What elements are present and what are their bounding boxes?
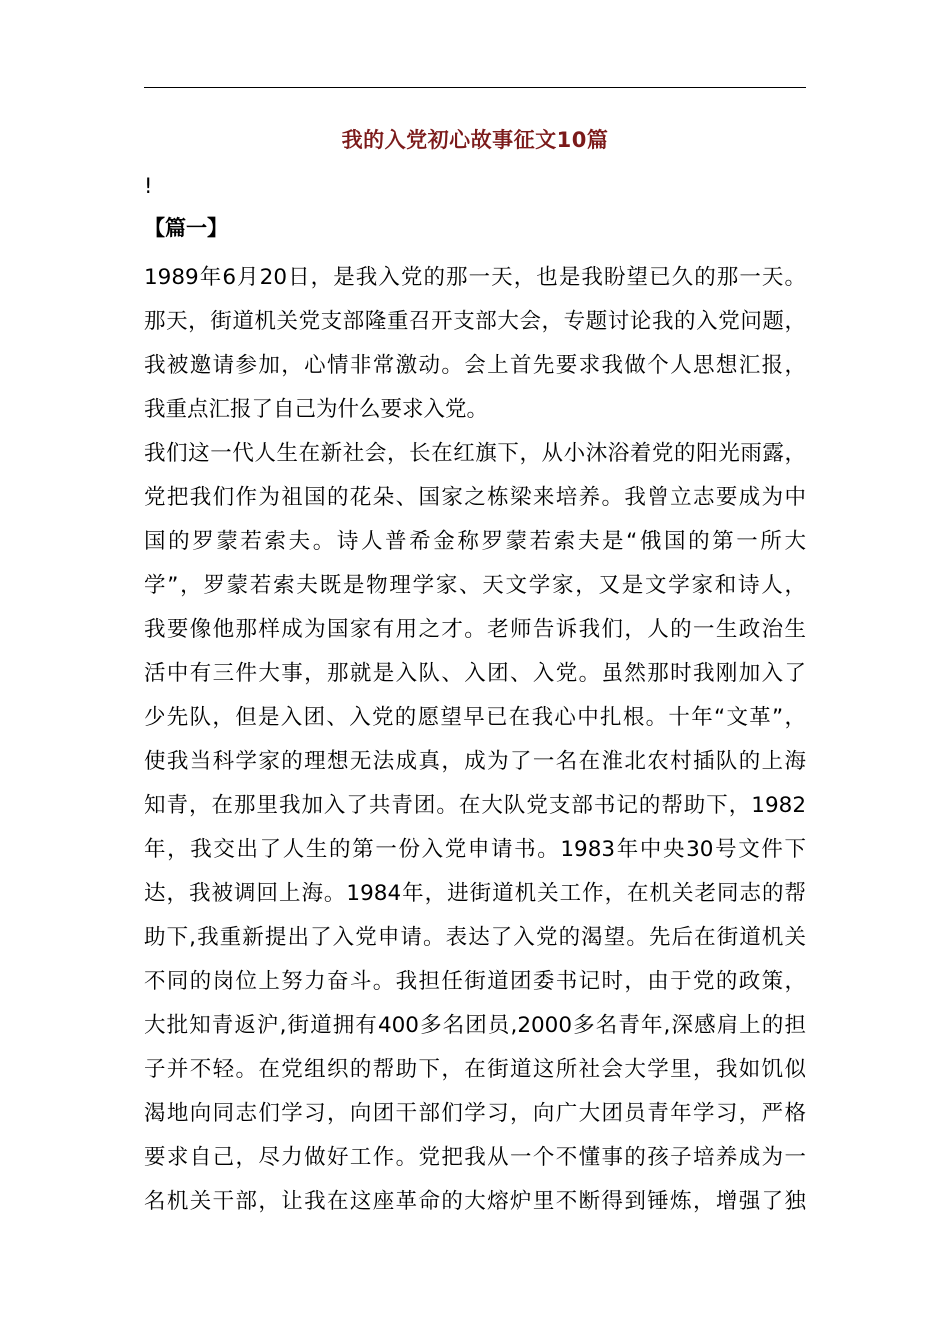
text-line: 知青，在那里我加入了共青团。在大队党支部书记的帮助下，1982 — [144, 793, 806, 818]
text-line: 大批知青返沪,街道拥有400多名团员,2000多名青年,深感肩上的担 — [144, 1013, 806, 1038]
text-line: 活中有三件大事，那就是入队、入团、入党。虽然那时我刚加入了 — [144, 661, 806, 686]
text-line: 少先队，但是入团、入党的愿望早已在我心中扎根。十年“文革”， — [144, 705, 806, 730]
section-label: 【篇一】 — [144, 216, 228, 240]
text-line: 助下,我重新提出了入党申请。表达了入党的渴望。先后在街道机关 — [144, 925, 806, 950]
text-line: 党把我们作为祖国的花朵、国家之栋梁来培养。我曾立志要成为中 — [144, 485, 806, 510]
header-rule — [144, 87, 806, 88]
text-line: 不同的岗位上努力奋斗。我担任街道团委书记时，由于党的政策， — [144, 969, 806, 994]
text-line: 国的罗蒙若索夫。诗人普希金称罗蒙若索夫是“俄国的第一所大 — [144, 529, 806, 554]
text-line: 要求自己，尽力做好工作。党把我从一个不懂事的孩子培养成为一 — [144, 1145, 806, 1170]
exclamation-mark: ! — [144, 174, 153, 198]
text-line: 我们这一代人生在新社会，长在红旗下，从小沐浴着党的阳光雨露， — [144, 441, 806, 466]
text-line: 渴地向同志们学习，向团干部们学习，向广大团员青年学习，严格 — [144, 1101, 806, 1126]
text-line: 学”，罗蒙若索夫既是物理学家、天文学家，又是文学家和诗人， — [144, 573, 806, 598]
text-line: 我重点汇报了自己为什么要求入党。 — [144, 397, 489, 422]
body-text — [144, 256, 806, 1224]
text-line: 达，我被调回上海。1984年，进街道机关工作，在机关老同志的帮 — [144, 881, 806, 906]
text-line: 我被邀请参加，心情非常激动。会上首先要求我做个人思想汇报， — [144, 353, 806, 378]
text-line: 我要像他那样成为国家有用之才。老师告诉我们，人的一生政治生 — [144, 617, 806, 642]
text-line: 1989年6月20日，是我入党的那一天，也是我盼望已久的那一天。 — [144, 265, 806, 290]
text-line: 使我当科学家的理想无法成真，成为了一名在淮北农村插队的上海 — [144, 749, 806, 774]
text-line: 年，我交出了人生的第一份入党申请书。1983年中央30号文件下 — [144, 837, 806, 862]
document-title: 我的入党初心故事征文10篇 — [341, 128, 609, 152]
text-line: 名机关干部，让我在这座革命的大熔炉里不断得到锤炼，增强了独 — [144, 1189, 806, 1214]
text-line: 那天，街道机关党支部隆重召开支部大会，专题讨论我的入党问题， — [144, 309, 806, 334]
text-line: 子并不轻。在党组织的帮助下，在街道这所社会大学里，我如饥似 — [144, 1057, 806, 1082]
